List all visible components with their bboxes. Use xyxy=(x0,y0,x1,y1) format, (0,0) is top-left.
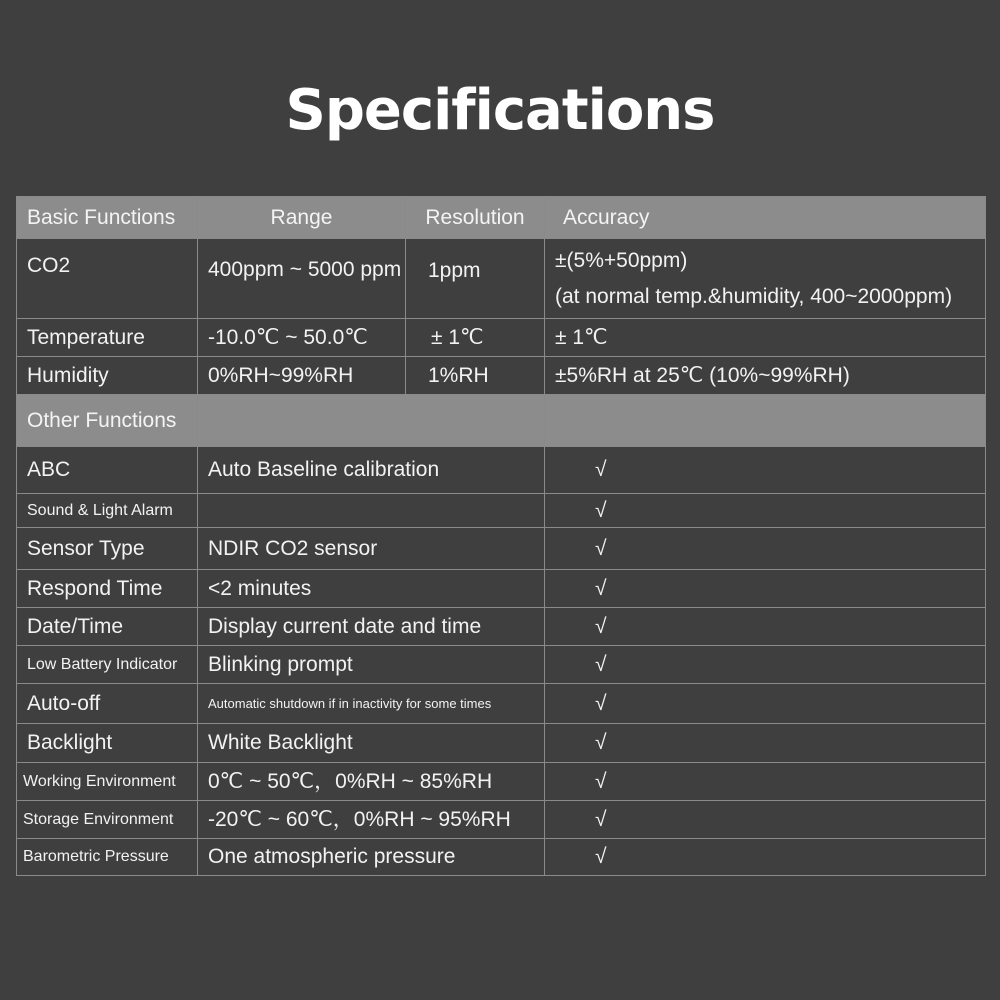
accuracy-header: Accuracy xyxy=(545,197,986,239)
function-name: Auto-off xyxy=(17,684,198,724)
spec-accuracy: ±5%RH at 25℃ (10%~99%RH) xyxy=(545,357,986,395)
table-row xyxy=(17,684,986,724)
spec-name: CO2 xyxy=(17,239,198,319)
other-functions-header: Other Functions xyxy=(17,395,198,447)
function-desc: Auto Baseline calibration xyxy=(198,447,545,494)
check-mark-icon: √ xyxy=(545,494,986,528)
function-desc: Blinking prompt xyxy=(198,646,545,684)
function-desc: NDIR CO2 sensor xyxy=(198,528,545,570)
function-name: Backlight xyxy=(17,724,198,763)
resolution-header: Resolution xyxy=(406,197,545,239)
function-name: Sound & Light Alarm xyxy=(17,494,198,528)
function-name: Respond Time xyxy=(17,570,198,608)
spec-resolution: ± 1℃ xyxy=(406,319,545,357)
spec-name: Humidity xyxy=(17,357,198,395)
function-name: Working Environment xyxy=(17,763,198,801)
accuracy-note: (at normal temp.&humidity, 400~2000ppm) xyxy=(555,284,953,308)
basic-functions-header: Basic Functions xyxy=(17,197,198,239)
table-row xyxy=(17,494,986,528)
check-mark-icon: √ xyxy=(545,724,986,763)
function-desc: Automatic shutdown if in inactivity for some times xyxy=(198,684,545,724)
table-row xyxy=(17,528,986,570)
function-name: Date/Time xyxy=(17,608,198,646)
function-desc: -20℃ ~ 60℃，0%RH ~ 95%RH xyxy=(198,801,545,839)
spec-resolution: 1%RH xyxy=(406,357,545,395)
table-row xyxy=(17,319,986,357)
header-blank-cell xyxy=(198,395,545,447)
other-header-row xyxy=(17,395,986,447)
table-row xyxy=(17,239,986,319)
range-header: Range xyxy=(198,197,406,239)
check-mark-icon: √ xyxy=(545,801,986,839)
function-name: ABC xyxy=(17,447,198,494)
spec-accuracy: ± 1℃ xyxy=(545,319,986,357)
table-row xyxy=(17,801,986,839)
function-name: Barometric Pressure xyxy=(17,839,198,876)
spec-range: 0%RH~99%RH xyxy=(198,357,406,395)
table-row xyxy=(17,646,986,684)
check-mark-icon: √ xyxy=(545,646,986,684)
function-desc: White Backlight xyxy=(198,724,545,763)
table-row xyxy=(17,724,986,763)
spec-accuracy xyxy=(545,239,986,319)
function-desc: One atmospheric pressure xyxy=(198,839,545,876)
spec-table xyxy=(16,196,986,876)
spec-resolution: 1ppm xyxy=(406,239,545,319)
check-mark-icon: √ xyxy=(545,570,986,608)
spec-range: 400ppm ~ 5000 ppm xyxy=(198,239,406,319)
function-name: Sensor Type xyxy=(17,528,198,570)
accuracy-value: ±(5%+50ppm) xyxy=(555,249,688,273)
header-blank-cell xyxy=(545,395,986,447)
function-desc xyxy=(198,494,545,528)
basic-header-row xyxy=(17,197,986,239)
table-row xyxy=(17,763,986,801)
check-mark-icon: √ xyxy=(545,447,986,494)
spec-name: Temperature xyxy=(17,319,198,357)
function-name: Low Battery Indicator xyxy=(17,646,198,684)
function-desc: <2 minutes xyxy=(198,570,545,608)
check-mark-icon: √ xyxy=(545,528,986,570)
table-row xyxy=(17,357,986,395)
table-row xyxy=(17,839,986,876)
check-mark-icon: √ xyxy=(545,608,986,646)
table-row xyxy=(17,447,986,494)
check-mark-icon: √ xyxy=(545,763,986,801)
check-mark-icon: √ xyxy=(545,684,986,724)
spec-range: -10.0℃ ~ 50.0℃ xyxy=(198,319,406,357)
table-row xyxy=(17,608,986,646)
page-title: Specifications xyxy=(285,78,715,143)
function-desc: 0℃ ~ 50℃，0%RH ~ 85%RH xyxy=(198,763,545,801)
function-name: Storage Environment xyxy=(17,801,198,839)
function-desc: Display current date and time xyxy=(198,608,545,646)
table-row xyxy=(17,570,986,608)
check-mark-icon: √ xyxy=(545,839,986,876)
